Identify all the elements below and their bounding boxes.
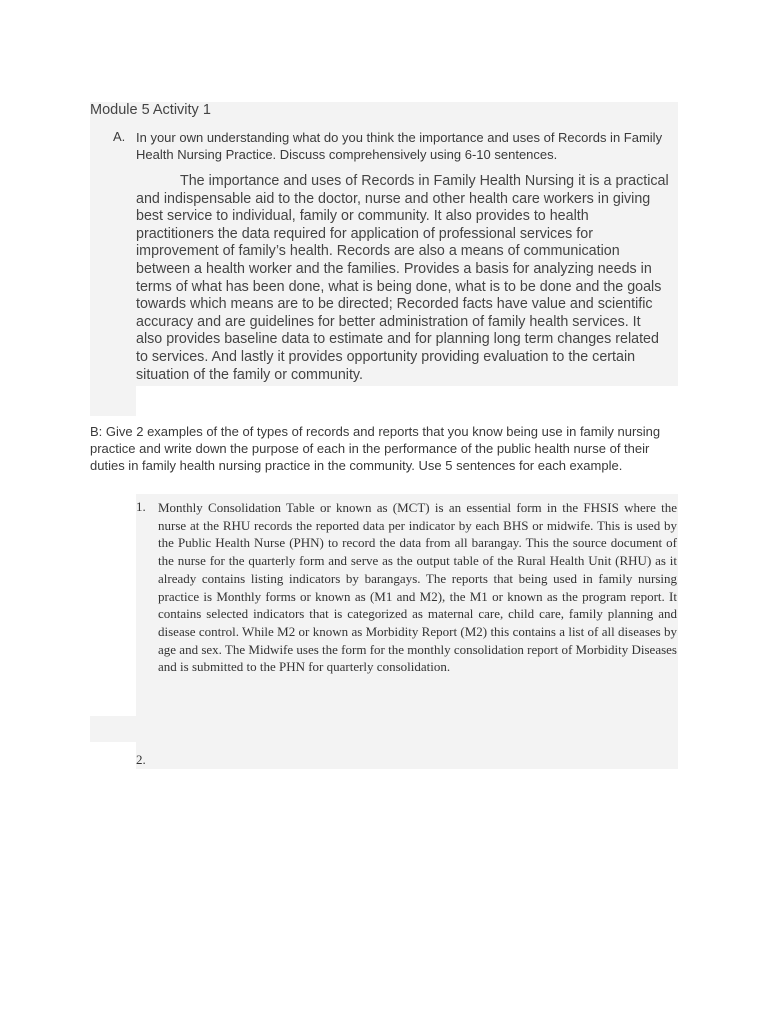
list-item-1-number: 1. [136, 499, 146, 514]
list-item-1-text: Monthly Consolidation Table or known as (MCT) is an essential form in the FHSIS where the nurse at the RHU records the reported data per indicator by each BHS or midwife. This is used by the Public Health Nurse (PHN) to record the data from all barangay. This the source document of the nurse for the quarterly form and serve as the output table of the Rural Health Unit (RHU) as it already contains listing indicators by barangays. The reports that being used in family nursing practice is Monthly forms or known as (M1 and M2), the M1 or known as the program report. It contains selected indicators that is categorized as maternal care, child care, family planning and disease control. While M2 or known as Morbidity Report (M2) this contains a list of all diseases by age and sex. The Midwife uses the form for the monthly consolidation report of Morbidity Diseases and is submitted to the PHN for quarterly consolidation. [158, 500, 677, 675]
section-b-margin-shade [90, 716, 678, 742]
question-a-marker: A. [113, 129, 126, 144]
answer-a-paragraph: The importance and uses of Records in Family Health Nursing it is a practical and indispensable aid to the doctor, nurse and other health care workers in giving best service to individual, family or community. It also provides to health practitioners the data required for application of professional services for improvement of family’s health. Records are also a means of communication between a health worker and the families. Provides a basis for analyzing needs in terms of what has been done, what is being done, what is to be done and the goals towards which means are to be directed; Recorded facts have value and scientific accuracy and are guidelines for better administration of family health services. It also provides baseline data to estimate and for planning long term changes related to services. And lastly it provides opportunity providing evaluation to the certain situation of the family or community. [136, 173, 669, 383]
question-a-text: In your own understanding what do you think the importance and uses of Records in Family Health Nursing Practice. Discuss comprehensively using 6-10 sentences. [136, 130, 663, 162]
question-b-text: B: Give 2 examples of the of types of records and reports that you know being use in family nursing practice and write down the purpose of each in the performance of the public health nurse of their duties in family health nursing practice in the community. Use 5 sentences for each example. [90, 424, 661, 473]
list-item-2-number: 2. [136, 752, 146, 767]
module-title: Module 5 Activity 1 [90, 102, 211, 118]
item-2-background [136, 742, 678, 769]
section-a-margin-shade [90, 386, 136, 416]
